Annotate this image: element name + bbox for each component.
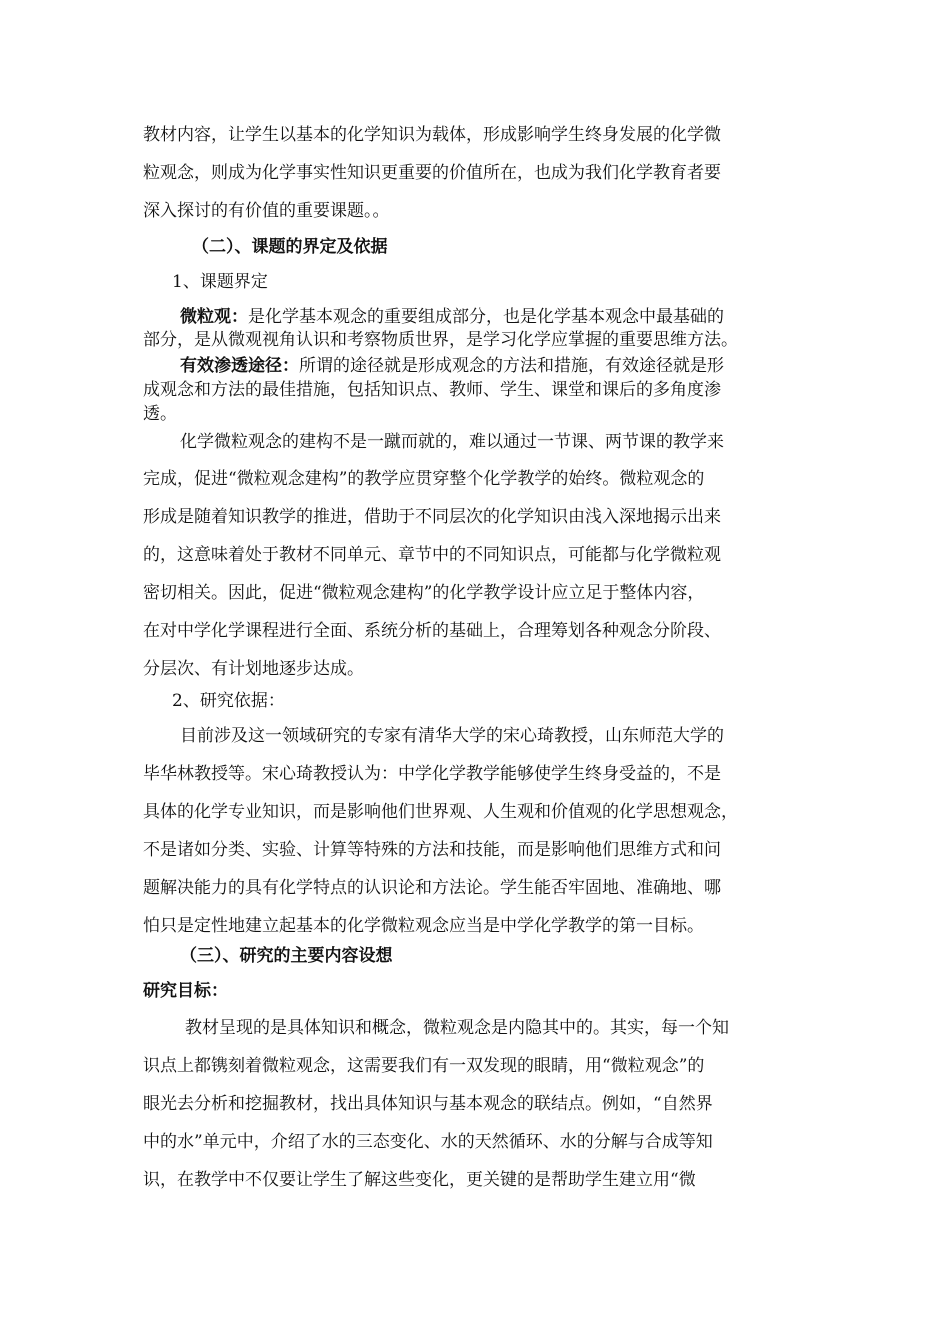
paragraph-line: 教材呈现的是具体知识和概念，微粒观念是内隐其中的。其实，每一个知	[185, 1018, 729, 1038]
paragraph-line: 识点上都镌刻着微粒观念，这需要我们有一双发现的眼睛，用“微粒观念”的	[143, 1056, 705, 1076]
paragraph-line: 的，这意味着处于教材不同单元、章节中的不同知识点，可能都与化学微粒观	[143, 545, 721, 565]
paragraph-line: 粒观念，则成为化学事实性知识更重要的价值所在，也成为我们化学教育者要	[143, 163, 721, 183]
paragraph-line: 怕只是定性地建立起基本的化学微粒观念应当是中学化学教学的第一目标。	[143, 916, 704, 936]
paragraph-line: 化学微粒观念的建构不是一蹴而就的，难以通过一节课、两节课的教学来	[180, 432, 724, 452]
paragraph-line: 密切相关。因此，促进“微粒观念建构”的化学教学设计应立足于整体内容，	[143, 583, 705, 603]
definition-term: 微粒观：	[180, 307, 248, 327]
research-goal-label: 研究目标：	[143, 981, 228, 1001]
paragraph-line: 成观念和方法的最佳措施，包括知识点、教师、学生、课堂和课后的多角度渗	[143, 380, 721, 400]
paragraph-line: 形成是随着知识教学的推进，借助于不同层次的化学知识由浅入深地揭示出来	[143, 507, 721, 527]
definition-text: 所谓的途径就是形成观念的方法和措施，有效途径就是形	[299, 356, 724, 376]
subheading-definition: 1、课题界定	[172, 272, 268, 292]
paragraph-line: 在对中学化学课程进行全面、系统分析的基础上，合理筹划各种观念分阶段、	[143, 621, 721, 641]
paragraph-line: 教材内容，让学生以基本的化学知识为载体，形成影响学生终身发展的化学微	[143, 125, 721, 145]
section-heading-3: （三）、研究的主要内容设想	[180, 946, 393, 966]
paragraph-line: 分层次、有计划地逐步达成。	[143, 659, 364, 679]
section-heading-2: （二）、课题的界定及依据	[192, 237, 388, 257]
definition-effective-path	[180, 356, 724, 376]
definition-term: 有效渗透途径：	[180, 356, 299, 376]
paragraph-line: 识，在教学中不仅要让学生了解这些变化，更关键的是帮助学生建立用“微	[143, 1170, 696, 1190]
paragraph-line: 深入探讨的有价值的重要课题。。	[143, 201, 390, 221]
subheading-basis: 2、研究依据：	[172, 691, 285, 711]
paragraph-line: 目前涉及这一领域研究的专家有清华大学的宋心琦教授，山东师范大学的	[180, 726, 724, 746]
paragraph-line: 部分，是从微观视角认识和考察物质世界，是学习化学应掌握的重要思维方法。	[143, 330, 738, 350]
definition-text: 是化学基本观念的重要组成部分，也是化学基本观念中最基础的	[248, 307, 724, 327]
paragraph-line: 具体的化学专业知识，而是影响他们世界观、人生观和价值观的化学思想观念，	[143, 802, 738, 822]
definition-microparticle	[180, 307, 724, 327]
paragraph-line: 完成，促进“微粒观念建构”的教学应贯穿整个化学教学的始终。微粒观念的	[143, 469, 705, 489]
paragraph-line: 不是诸如分类、实验、计算等特殊的方法和技能，而是影响他们思维方式和问	[143, 840, 721, 860]
paragraph-line: 毕华林教授等。宋心琦教授认为：中学化学教学能够使学生终身受益的，不是	[143, 764, 721, 784]
paragraph-line: 题解决能力的具有化学特点的认识论和方法论。学生能否牢固地、准确地、哪	[143, 878, 721, 898]
paragraph-line: 中的水”单元中，介绍了水的三态变化、水的天然循环、水的分解与合成等知	[143, 1132, 713, 1152]
paragraph-line: 透。	[143, 404, 177, 424]
paragraph-line: 眼光去分析和挖掘教材，找出具体知识与基本观念的联结点。例如，“自然界	[143, 1094, 713, 1114]
